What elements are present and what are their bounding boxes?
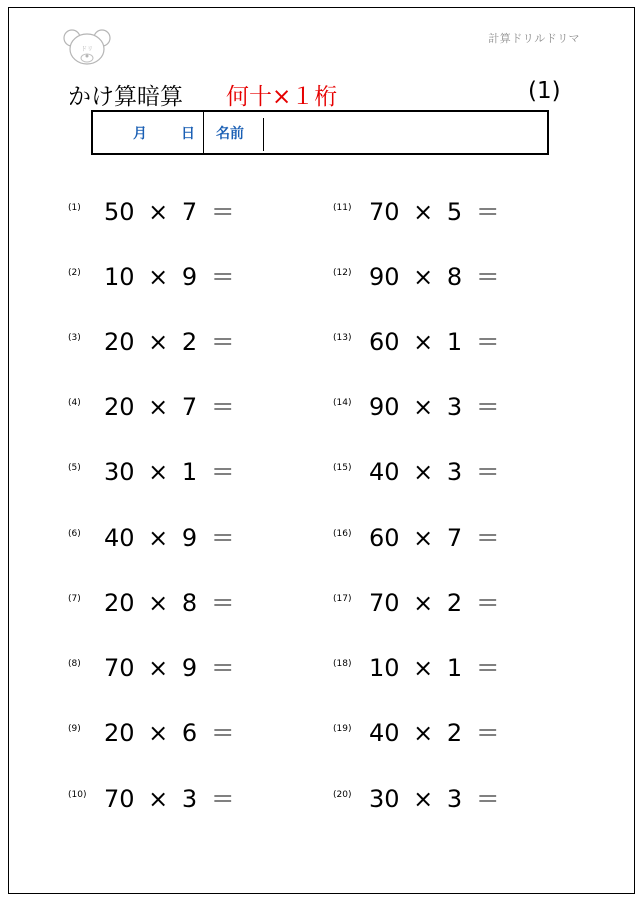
problem-expression: 90 × 3 ＝ <box>369 393 500 421</box>
problem-expression: 10 × 1 ＝ <box>369 654 500 682</box>
problem-number: (17) <box>333 594 352 604</box>
problem-number: (8) <box>68 659 81 669</box>
bear-logo-icon <box>62 28 112 68</box>
problem-expression: 70 × 2 ＝ <box>369 589 500 617</box>
problem-number: (5) <box>68 463 81 473</box>
problem-number: (15) <box>333 463 352 473</box>
name-label-divider <box>263 118 264 151</box>
logo-text: ドリ <box>80 46 94 53</box>
problem-expression: 20 × 7 ＝ <box>104 393 235 421</box>
problem-expression: 60 × 1 ＝ <box>369 328 500 356</box>
problem-number: (2) <box>68 268 81 278</box>
problem-number: (11) <box>333 203 352 213</box>
problem-expression: 50 × 7 ＝ <box>104 198 235 226</box>
problem-number: (7) <box>68 594 81 604</box>
problem-expression: 90 × 8 ＝ <box>369 263 500 291</box>
problem-expression: 10 × 9 ＝ <box>104 263 235 291</box>
sheet-number: (1) <box>528 78 561 104</box>
problem-expression: 40 × 2 ＝ <box>369 719 500 747</box>
problem-expression: 20 × 8 ＝ <box>104 589 235 617</box>
problem-expression: 40 × 9 ＝ <box>104 524 235 552</box>
problem-expression: 70 × 9 ＝ <box>104 654 235 682</box>
problem-expression: 20 × 2 ＝ <box>104 328 235 356</box>
problem-expression: 60 × 7 ＝ <box>369 524 500 552</box>
problem-expression: 40 × 3 ＝ <box>369 458 500 486</box>
day-label: 日 <box>181 126 195 142</box>
page-subtitle: 何十×１桁 <box>226 84 338 110</box>
problem-number: (20) <box>333 790 352 800</box>
brand-label: 計算ドリルドリマ <box>488 32 580 45</box>
problem-number: (12) <box>333 268 352 278</box>
problem-expression: 30 × 3 ＝ <box>369 785 500 813</box>
problem-number: (18) <box>333 659 352 669</box>
month-label: 月 <box>133 126 147 142</box>
problem-number: (9) <box>68 724 81 734</box>
problem-number: (16) <box>333 529 352 539</box>
problem-expression: 70 × 5 ＝ <box>369 198 500 226</box>
problem-expression: 30 × 1 ＝ <box>104 458 235 486</box>
name-label: 名前 <box>216 126 244 142</box>
name-date-box <box>91 110 549 155</box>
problem-number: (3) <box>68 333 81 343</box>
problem-number: (14) <box>333 398 352 408</box>
problem-number: (10) <box>68 790 87 800</box>
problem-number: (6) <box>68 529 81 539</box>
date-name-divider <box>203 112 204 153</box>
problem-number: (4) <box>68 398 81 408</box>
problem-number: (13) <box>333 333 352 343</box>
page-title: かけ算暗算 <box>68 84 183 110</box>
problem-expression: 20 × 6 ＝ <box>104 719 235 747</box>
problem-number: (1) <box>68 203 81 213</box>
problem-number: (19) <box>333 724 352 734</box>
problem-expression: 70 × 3 ＝ <box>104 785 235 813</box>
